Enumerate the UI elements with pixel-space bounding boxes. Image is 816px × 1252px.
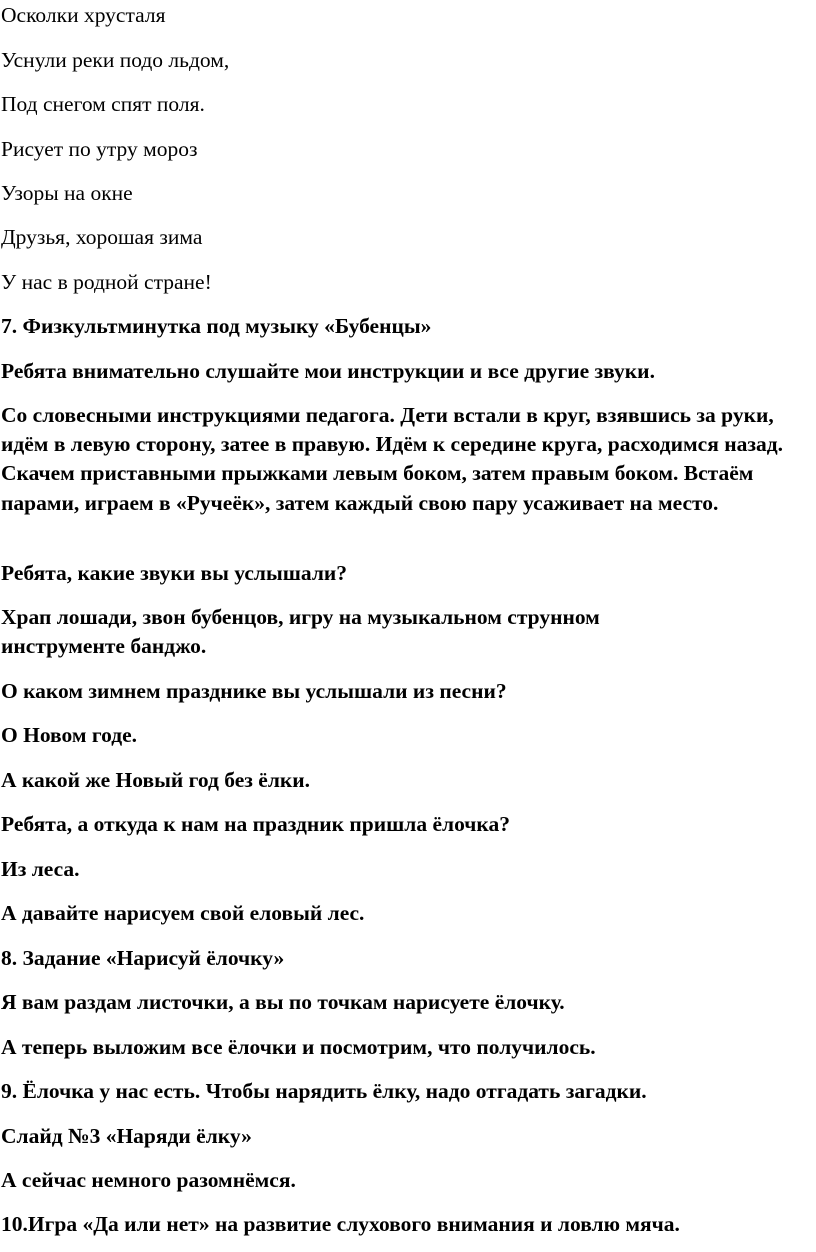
poem-line: Узоры на окне [1,181,133,205]
section-8-heading: 8. Задание «Нарисуй ёлочку» [1,946,285,970]
section-9-warmup: А сейчас немного разомнёмся. [1,1168,296,1192]
section-8-handout: Я вам раздам листочки, а вы по точкам нарисуете ёлочку. [1,990,565,1014]
section-9-heading: 9. Ёлочка у нас есть. Чтобы нарядить ёлку, надо отгадать загадки. [1,1079,647,1103]
question-holiday: О каком зимнем празднике вы услышали из песни? [1,679,507,703]
poem-title: Осколки хрусталя [1,3,166,27]
poem-line: Под снегом спят поля. [1,92,205,116]
section-9-slide: Слайд №3 «Наряди ёлку» [1,1124,252,1148]
poem-line: Друзья, хорошая зима [1,225,203,249]
answer-tree: Из леса. [1,857,80,881]
tree-line: А какой же Новый год без ёлки. [1,768,311,792]
section-10-heading: 10.Игра «Да или нет» на развитие слухового внимания и ловлю мяча. [1,1212,680,1236]
poem-line: Уснули реки подо льдом, [1,48,230,72]
question-sounds: Ребята, какие звуки вы услышали? [1,561,348,585]
poem-line: Рисует по утру мороз [1,137,198,161]
question-tree: Ребята, а откуда к нам на праздник пришла ёлочка? [1,812,510,836]
section-7-instruction: Ребята внимательно слушайте мои инструкции и все другие звуки. [1,359,655,383]
poem-line: У нас в родной стране! [1,270,212,294]
answer-sounds: Храп лошади, звон бубенцов, игру на музыкальном струнном инструменте банджо. [1,605,600,659]
answer-holiday: О Новом годе. [1,723,138,747]
section-7-heading: 7. Физкультминутка под музыку «Бубенцы» [1,314,432,338]
section-7-description: Со словесными инструкциями педагога. Дети встали в круг, взявшись за руки, идём в левую сторону, затее в правую. Идём к середине круга, расходимся назад. Скачем приставными прыжками левым боком, затем правым боком. Встаём парами, играем в «Ручеёк», затем каждый свою пару усаживает на место. [1,403,783,515]
draw-forest: А давайте нарисуем свой еловый лес. [1,901,365,925]
section-8-result: А теперь выложим все ёлочки и посмотрим, что получилось. [1,1035,596,1059]
